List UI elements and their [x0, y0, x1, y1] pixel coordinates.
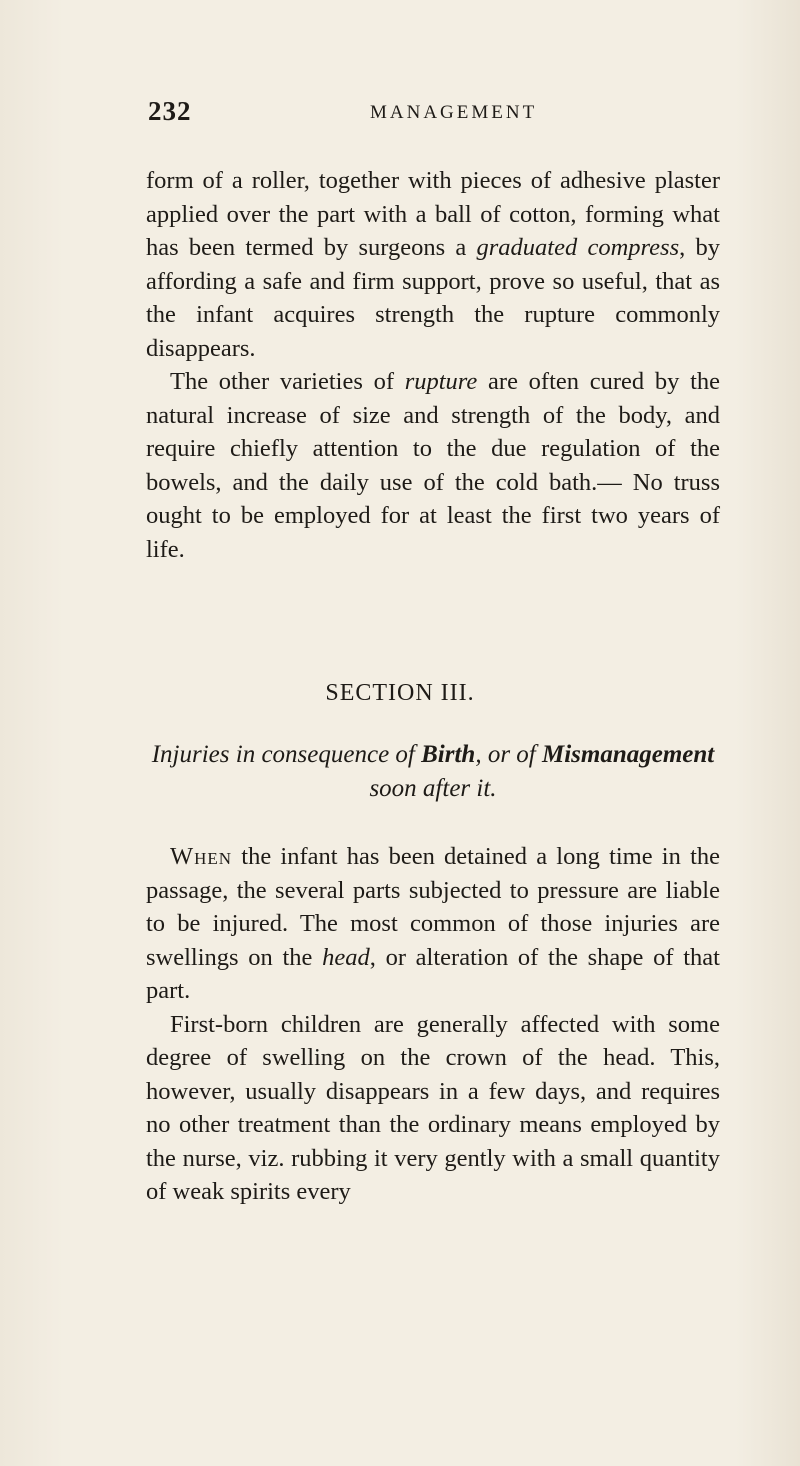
section-subtitle — [146, 738, 720, 805]
paragraph-3-text-b: , or alteration of the shape of that part. — [146, 943, 720, 1004]
paragraph-2-italic: rupture — [404, 368, 478, 395]
paragraph-3 — [146, 840, 720, 1008]
section-heading: SECTION III. — [325, 680, 475, 706]
running-head: MANAGEMENT — [370, 102, 538, 123]
paragraph-2-text-b: are often cured by the natural increase of size and strength of the body, and require chiefly attention to the due regulation of the bowels, and the daily use of the cold bath.— No truss ought to be employed for at least the first two years of life. — [146, 368, 721, 563]
paragraph-1-text-b: , by affording a safe and firm support, prove so useful, that as the infant acquires strength the rupture commonly disappears. — [146, 234, 720, 362]
paragraph-1-italic: graduated compress — [476, 234, 680, 261]
subtitle-text-c: soon after it. — [369, 774, 497, 802]
subtitle-birth: Birth — [421, 741, 476, 768]
paragraph-3-text-a: the infant has been detained a long time in the passage, the several parts subjected to pressure are liable to be injured. The most common of those injuries are swellings on the — [146, 843, 720, 971]
page-header — [148, 96, 688, 136]
subtitle-text-b: , or of — [475, 741, 542, 768]
page-number: 232 — [148, 96, 192, 126]
paragraph-2-text-a: The other varieties of — [170, 368, 405, 395]
paragraph-1 — [146, 164, 720, 365]
body-text-top — [146, 164, 720, 566]
body-text-bottom — [146, 840, 720, 1209]
subtitle-mismanagement: Mismanagement — [542, 741, 715, 768]
paragraph-3-italic: head — [322, 943, 370, 971]
paragraph-3-lead: When — [170, 843, 233, 870]
paragraph-4: First-born children are generally affected with some degree of swelling on the crown of the head. This, however, usually disappears in a few days, and requires no other treatment than the ordinary means employed by the nurse, viz. rubbing it very gently with a small quantity of weak spirits every — [146, 1010, 720, 1205]
paragraph-2 — [146, 365, 720, 566]
paragraph-1-text-a: form of a roller, together with pieces of adhesive plaster applied over the part with a ball of cotton, forming what has been termed by surgeons a — [146, 167, 720, 261]
subtitle-text-a: Injuries in consequence of — [151, 741, 422, 768]
